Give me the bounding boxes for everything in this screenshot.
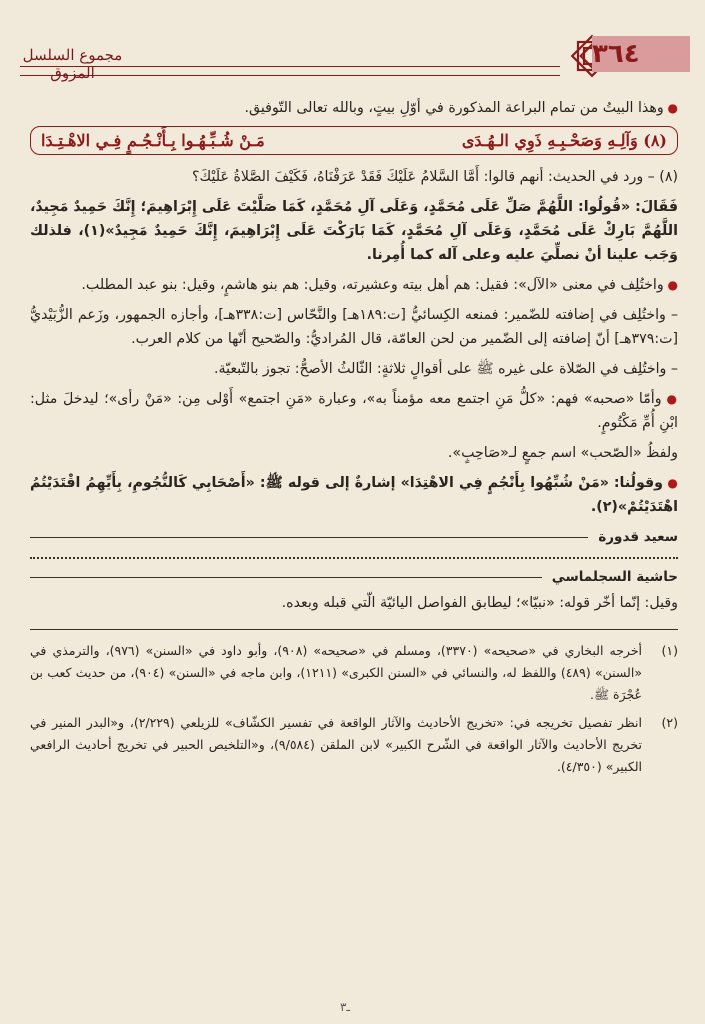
book-title: مجموع السلسل المزوق <box>22 46 123 82</box>
dotted-rule <box>30 557 678 559</box>
verse-right <box>462 131 667 150</box>
footnote-number: (٢) <box>661 715 678 730</box>
companions-paragraph: ● وأمّا «صحبه» فهم: «كلُّ مَنِ اجتمع معه مؤمناً به»، وعبارة «مَنِ اجتمع» أَوْلى مِن: «مَنْ رأى»؛ ليدخلَ مثل: ابْنِ أُمِّ مَكْتُومٍ. <box>30 387 678 435</box>
prayer-others-paragraph: – واختُلِف في الصّلاة على غيره ﷺ على أقوالٍ ثلاثةٍ: الثّالثُ الأصحُّ: تجوز بالتّبعيّة. <box>214 361 678 377</box>
footnote-number: (١) <box>661 643 678 658</box>
verse-right-text: وَآلِـهِ وَصَحْـبِـهِ ذَوِي الـهُـدَى <box>461 131 638 150</box>
section-rule <box>30 577 542 578</box>
verse-left-text: مَـنْ شُـبِّـهُـوا بِـأَنْـجُـمٍ فِـي الاهْـتِـدَا <box>41 131 265 150</box>
footnote-separator <box>30 629 678 630</box>
verse-number: (٨) <box>643 131 667 150</box>
footnote <box>30 640 678 706</box>
footnote-text: انظر تفصيل تخريجه في: «تخريج الأحاديث والآثار الواقعة في تفسير الكشّاف» للزيلعي (٢/٢٢٩)، و«البدر المنير في تخريج الأحاديث والآثار الواقعة في الشّرح الكبير» لابن الملقن (٩/٥٨٤)، و«التلخيص الحبير في تخريج أحاديث الرافعي الكبير» (٤/٣٥٠). <box>30 715 643 774</box>
qaddoura-section-header <box>30 529 678 545</box>
page-header <box>20 28 690 84</box>
bottom-mark: ـ٣ <box>340 1000 350 1014</box>
section-rule <box>30 537 588 538</box>
sahb-paragraph: ولفظُ «الصّحب» اسم جمعٍ لـ«صَاحِبٍ». <box>447 445 678 461</box>
hadith-answer: فَقَالَ: «قُولُوا: اللَّهُمَّ صَلِّ عَلَى مُحَمَّدٍ، وَعَلَى آلِ مُحَمَّدٍ، كَمَا صَلَّيْتَ عَلَى إِبْرَاهِيمَ؛ إِنَّكَ حَمِيدٌ مَجِيدٌ، اللَّهُمَّ بَارِكْ عَلَى مُحَمَّدٍ، وَعَلَى آلِ مُحَمَّدٍ، كَمَا بَارَكْتَ عَلَى إِبْرَاهِيمَ، إِنَّكَ حَمِيدٌ مَجِيدٌ»(١)، فلذلك وَجَب علينا أنْ نصلِّيَ عليه وعلى آله كما أُمِرنا. <box>30 199 678 263</box>
intro-paragraph: ● وهذا البيتُ من تمام البراعة المذكورة في أوّلِ بيتٍ، وبالله تعالى التّوفيق. <box>30 96 678 120</box>
sijilmasi-label: حاشية السجلماسي <box>551 569 678 585</box>
main-content <box>30 96 678 784</box>
verse-box <box>30 126 678 155</box>
sijilmasi-paragraph: وقيل: إنّما أخّر قوله: «نبيّا»؛ ليطابق الفواصل اليائيّة الّتي قبله وبعده. <box>281 595 678 611</box>
page-number: ٣٦٤ <box>592 36 690 72</box>
sijilmasi-section-header <box>30 569 678 585</box>
al-meaning-paragraph: ● واختُلِف في معنى «الآل»: فقيل: هم أهل بيته وعشيرته، وقيل: هم بنو هاشمٍ، وقيل: بنو عبد المطلب. <box>30 273 678 297</box>
footnote-text: أخرجه البخاري في «صحيحه» (٣٣٧٠)، ومسلم في «صحيحه» (٩٠٨)، وأبو داود في «السنن» (٩٧٦)، والترمذي في «السنن» (٤٨٩) واللفظ له، والنسائي في «السنن الكبرى» (١٢١١)، وابن ماجه في «السنن» (٩٠٤)، من حديث كعب بن عُجْرَة ﷺ. <box>30 643 643 702</box>
pronoun-paragraph: – واختُلِف في إضافته للضّمير: فمنعه الكِسائيُّ [ت:١٨٩هـ] والنَّحّاس [ت:٣٣٨هـ]، وأجازه الجمهور، وزَعم الزُّبَيْديُّ [ت:٣٧٩هـ] أنّ إضافته إلى الضّمير من لحن العامّة، قال المُراديُّ: والصّحيح أنّها من كلام العرب. <box>30 307 679 347</box>
footnote <box>30 712 678 778</box>
stars-paragraph: ● وقولُنا: «مَنْ شُبِّهُوا بِأَنْجُمٍ فِي الاهْتِدَا» إشارةٌ إلى قوله ﷺ: «أَصْحَابِي كَالنُّجُومِ، بِأَيِّهِمُ اقْتَدَيْتُمُ اهْتَدَيْتُمْ»(٢). <box>30 471 678 519</box>
qaddoura-label: سعيد قدورة <box>598 529 678 545</box>
hadith-question: (٨) – ورد في الحديث: أنهم قالوا: أَمَّا السَّلامُ عَلَيْكَ فَقَدْ عَرَفْنَاهُ، فَكَيْفَ الصَّلاةُ عَلَيْكَ؟ <box>192 169 678 185</box>
